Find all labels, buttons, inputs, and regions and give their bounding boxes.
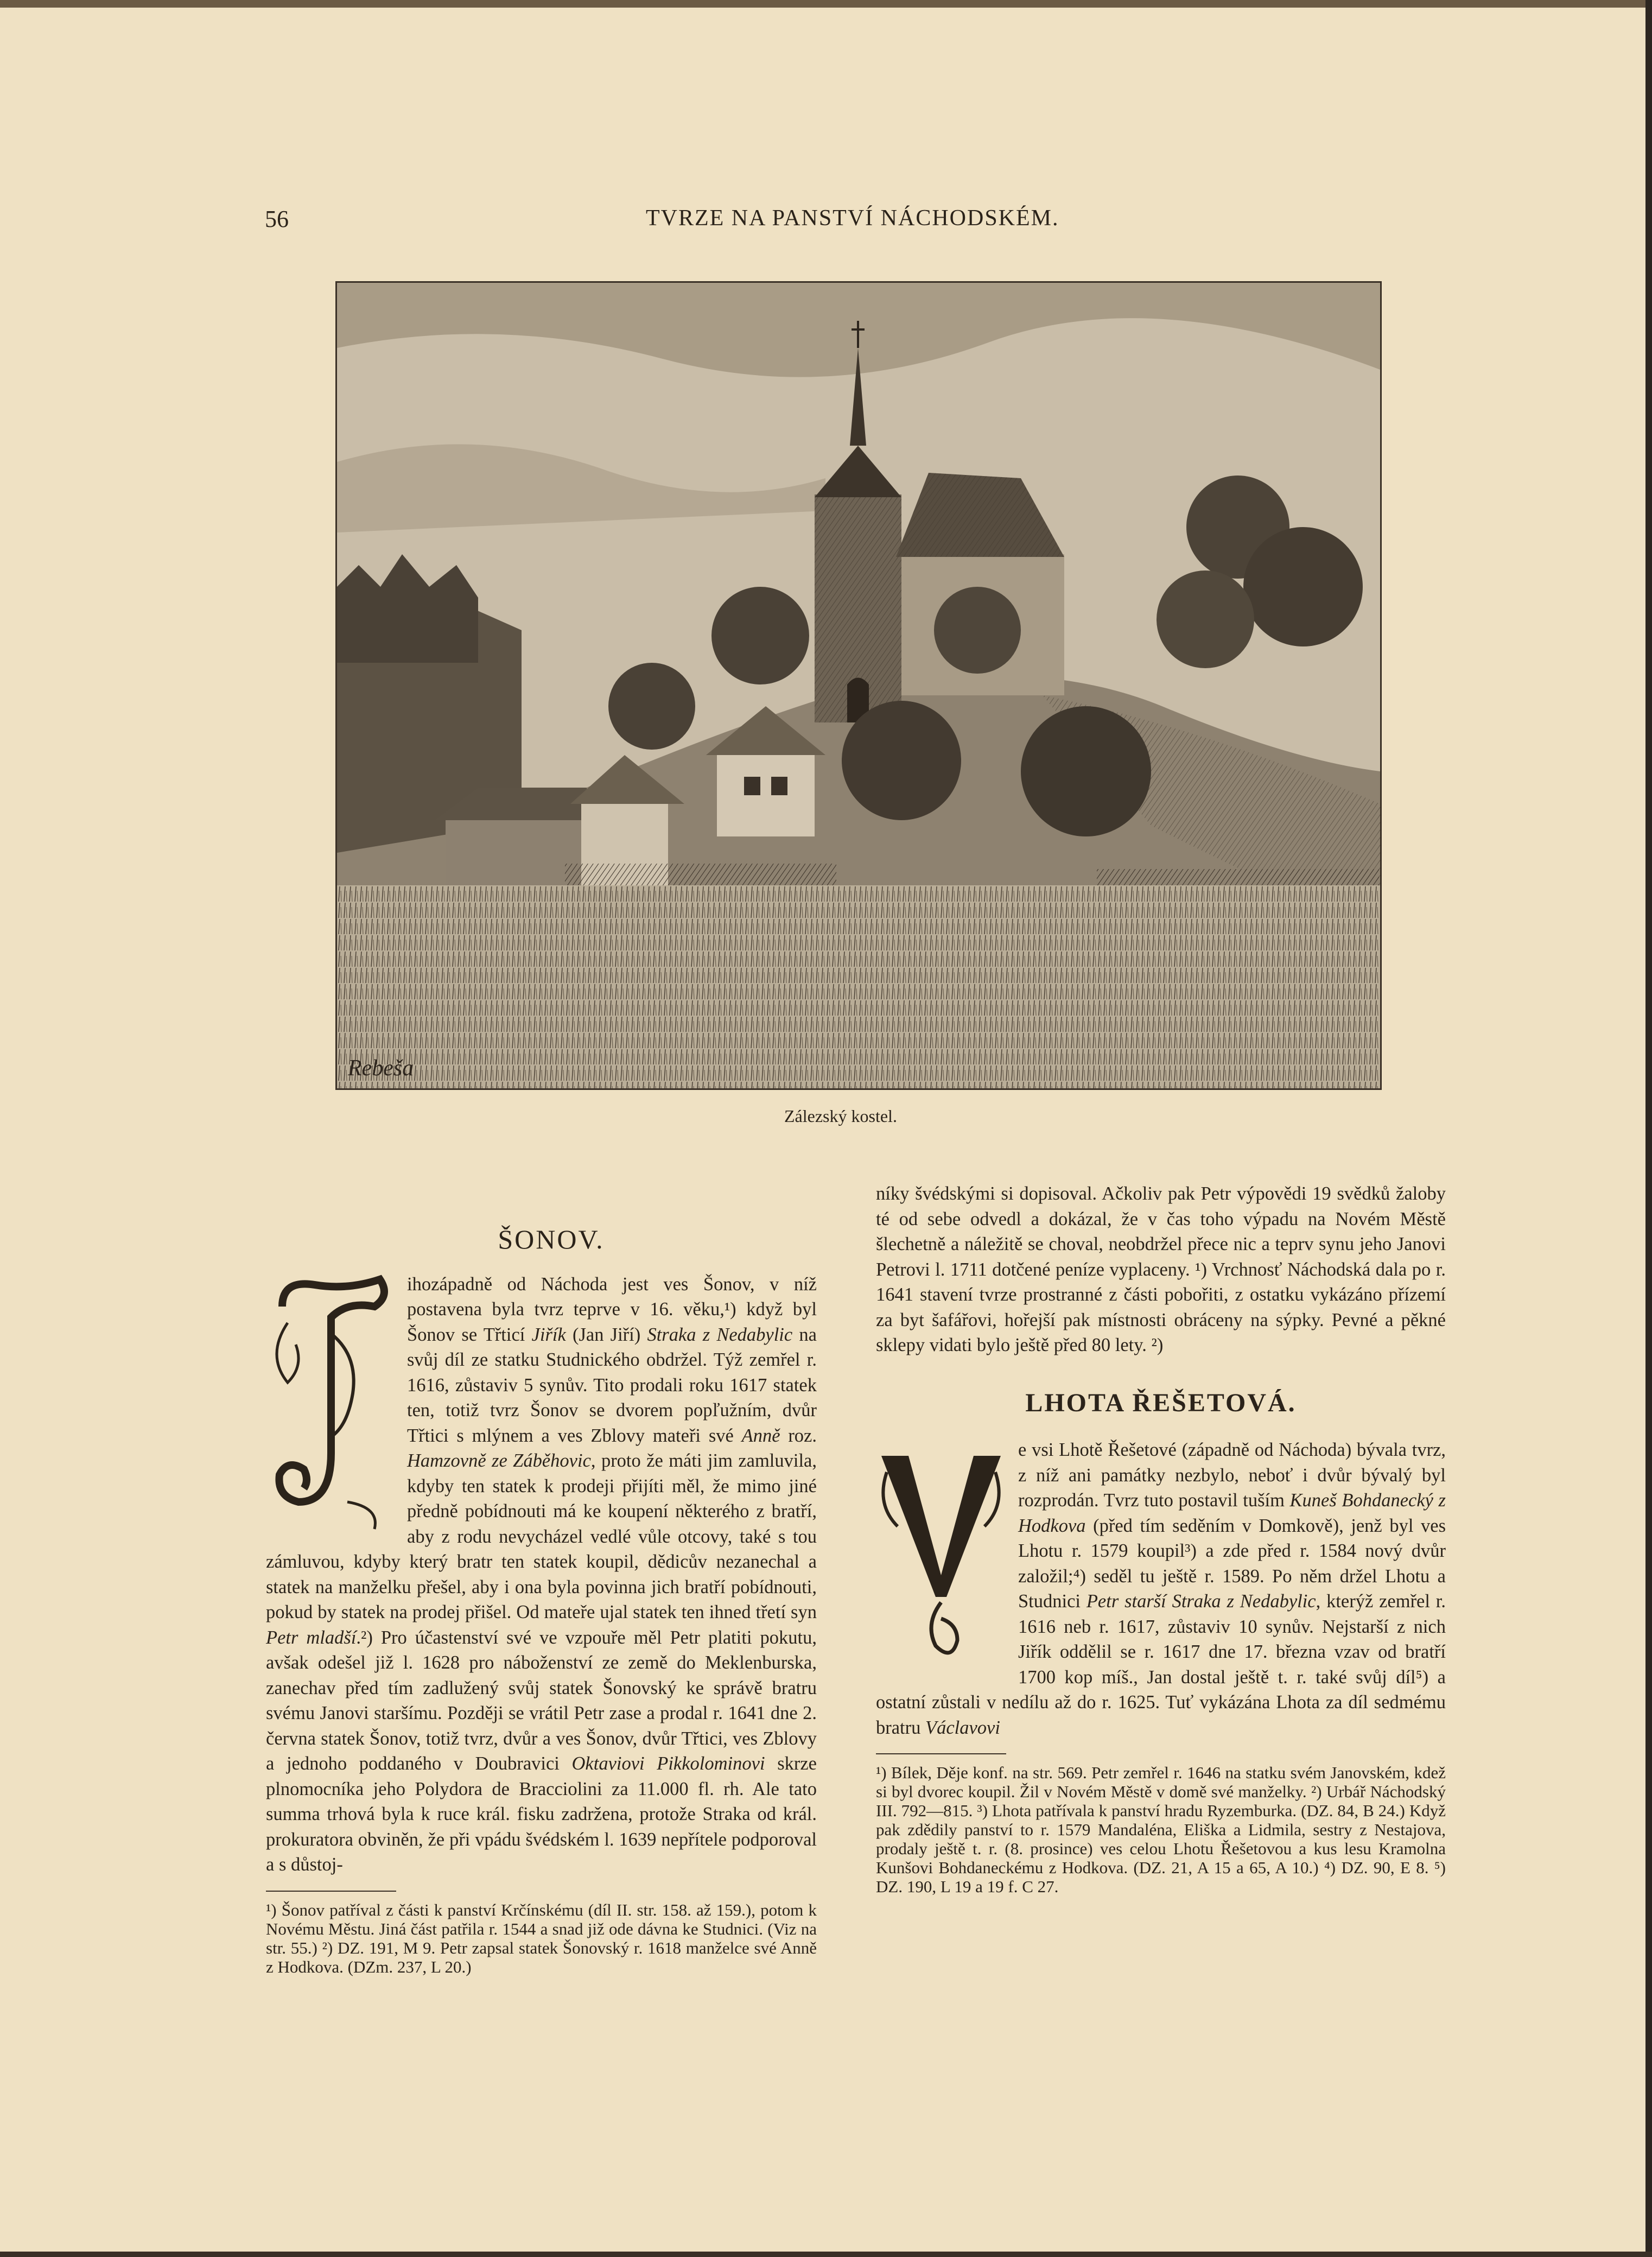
page-edge-top: [0, 0, 1652, 8]
ornamental-initial-j: [266, 1274, 395, 1535]
engraving-image: [337, 283, 1380, 1088]
name-anne: Anně: [741, 1425, 780, 1446]
name-oktaviovi: Oktaviovi Pikkolominovi: [571, 1753, 765, 1774]
cottage-3: [717, 750, 815, 836]
fence-left: [565, 864, 836, 885]
bush-center: [842, 701, 961, 820]
left-forest-tops: [337, 554, 478, 663]
footnotes-left: ¹) Šonov patříval z části k panství Krčínskému (díl II. str. 158. až 159.), potom k Novému Městu. Jiná část patřila r. 1544 a snad již ode dávna ke Studnici. (Viz na str. 55.) ²) DZ. 191, M 9. Petr zapsal statek Šonovský r. 1618 manželce své Anně z Hodkova. (DZm. 237, L 20.): [266, 1900, 817, 1976]
right-column: [876, 1181, 1446, 1896]
tree-near-church: [934, 587, 1021, 674]
ornamental-initial-v: [876, 1440, 1006, 1668]
running-title: TVRZE NA PANSTVÍ NÁCHODSKÉM.: [646, 206, 1059, 231]
section-heading-lhota: LHOTA ŘEŠETOVÁ.: [1025, 1388, 1297, 1417]
tree-left: [711, 587, 809, 684]
sonov-text-b: (Jan Jiří): [566, 1324, 647, 1345]
sonov-text-g: skrze plnomocníka jeho Polydora de Bracciolini za 11.000 fl. rh. Ale tato summa trhová byla k ruce král. fisku zadržena, protože Straka od král. prokuratora obviněn, že při vpádu švédském l. 1639 nepřítele podporoval a s důstoj-: [266, 1753, 817, 1875]
church-engraving: [335, 281, 1382, 1090]
sonov-text-c: na svůj díl ze statku Studnického obdržel. Týž zemřel r. 1616, zůstaviv 5 synův. Tito prodali roku 1617 statek ten, totiž tvrz Šonov se dvorem popľužním, dvůr Třtici s mlýnem a ves Zblovy mateři své: [407, 1324, 817, 1446]
lhota-text-c: , kterýž zemřel r. 1616 neb r. 1617, zůstaviv 10 synův. Nejstarší z nich Jiřík oddělil se r. 1617 dne 17. března vzav od bratří 1700 kop míš., Jan dostal ještě t. r. také svůj díl⁵) a ostatní zůstali v nedílu až do r. 1625. Tuť vykázána Lhota za díl sedmému bratru: [876, 1591, 1446, 1738]
name-petr-starsi: Petr starší Straka z Nedabylic: [1086, 1591, 1316, 1612]
lhota-text-a: e vsi Lhotě Řešetové (západně od Náchoda) bývala tvrz, z níž ani památky nezbylo, neboť i dvůr bývalý byl rozprodán. Tvrz tuto postavil tuším: [1018, 1440, 1446, 1511]
sonov-text-d: roz.: [780, 1425, 817, 1446]
left-column: [266, 1224, 817, 1976]
footnotes-right: ¹) Bílek, Děje konf. na str. 569. Petr zemřel r. 1646 na statku svém Janovském, kdež si byl dvorec koupil. Žil v Novém Městě v domě své manželky. ²) Urbář Náchodský III. 792—815. ³) Lhota patřívala k panství hradu Ryzemburka. (DZ. 84, B 24.) Když pak zdědily panství to r. 1579 Mandaléna, Eliška a Lidmila, sestry z Nestajova, prodaly ještě t. r. (8. prosince) ves celou Lhotu Řešetovou a kus lesu Kramolna Kunšovi Bohdaneckému z Hodkova. (DZ. 21, A 15 a 65, A 10.) ⁴) DZ. 90, E 8. ⁵) DZ. 190, L 19 a 19 f. C 27.: [876, 1763, 1446, 1896]
name-hamzovne: Hamzovně ze Záběhovic: [407, 1450, 591, 1471]
sonov-text-e: , proto že máti jim zamluvila, kdyby ten statek k prodeji přijíti měl, že mimo jiné předně pobídnouti má ke koupení některého z bratří, aby z rodu nevycházel vedlé vůle otcovy, také s tou zámluvou, kdyby který bratr ten statek koupil, dědicův nezanechal a statek na manželku přešel, aby i ona byla povinna jich bratří pobídnouti, pokud by statek na prodej přišel. Od mateře ujal statek ten ihned třetí syn: [266, 1450, 817, 1622]
lhota-text-b: (před tím seděním v Domkově), jenž byl ves Lhotu r. 1579 koupil³) a zde před r. 1584 nový dvůr založil;⁴) seděl tu ještě r. 1589. Po něm držel Lhotu a Studnici: [1018, 1515, 1446, 1612]
name-vaclavovi: Václavovi: [925, 1717, 1000, 1738]
section-heading-sonov: ŠONOV.: [498, 1224, 605, 1254]
figure-caption: Zálezský kostel.: [784, 1106, 897, 1126]
name-kunes: Kuneš Bohdanecký z Hodkova: [1018, 1490, 1446, 1536]
initial-v-shape: [881, 1456, 1001, 1597]
initial-j-stroke: [279, 1279, 384, 1502]
continuation-paragraph: níky švédskými si dopisoval. Ačkoliv pak Petr výpovědi 19 svědků žaloby té od sebe odvedl a dokázal, že v čas toho výpadu na Novém Městě šlechetně a náležitě se choval, neobdržel přece nic a teprv synu jeho Janovi Petrovi l. 1711 dotčené peníze vyplaceny. ¹) Vrchnosť Náchodská dala po r. 1641 stavení tvrze prostranné z části pobořiti, z ostatku vykázáno přízemí za byt šafářovi, hořejší pak místnosti obráceny na sýpky. Pevné a pěkné sklepy vidati bylo ještě před 80 lety. ²): [876, 1183, 1446, 1355]
dropcap-letter-j: J: [347, 1501, 348, 1502]
name-jirik: Jiřík: [531, 1324, 566, 1345]
artist-signature: Rebeša: [348, 1056, 414, 1081]
sonov-text-f: .²) Pro účastenství své ve vzpouře měl Petr platiti pokutu, avšak odešel již l. 1628 pro náboženství ze země do Meklenburska, zanechav před tím zadlužený svůj statek Šonovský ke správě bratru svému Janovi staršímu. Později se vrátil Petr zase a prodal r. 1641 dne 2. června statek Šonov, totiž tvrz, dvůr a ves Šonov, dvůr Třtici, ves Zblovy a jednoho poddaného v Doubravici: [266, 1627, 817, 1774]
page-number: 56: [265, 206, 289, 232]
sonov-text-a: ihozápadně od Náchoda jest ves Šonov, v níž postavena byla tvrz teprve v 16. věku,¹) když byl Šonov se Třticí: [407, 1273, 817, 1345]
name-straka: Straka z Nedabylic: [647, 1324, 793, 1345]
footnote-rule-right: [876, 1753, 1006, 1754]
page-edge-right: [1645, 0, 1652, 2257]
dropcap-letter-v: V: [941, 1548, 942, 1549]
bush-right: [1021, 706, 1151, 836]
footnote-rule-left: [266, 1891, 396, 1892]
tree-right-2: [1243, 527, 1363, 646]
page-edge-bottom: [0, 2252, 1652, 2257]
name-petr-mladsi: Petr mladší: [266, 1627, 357, 1648]
